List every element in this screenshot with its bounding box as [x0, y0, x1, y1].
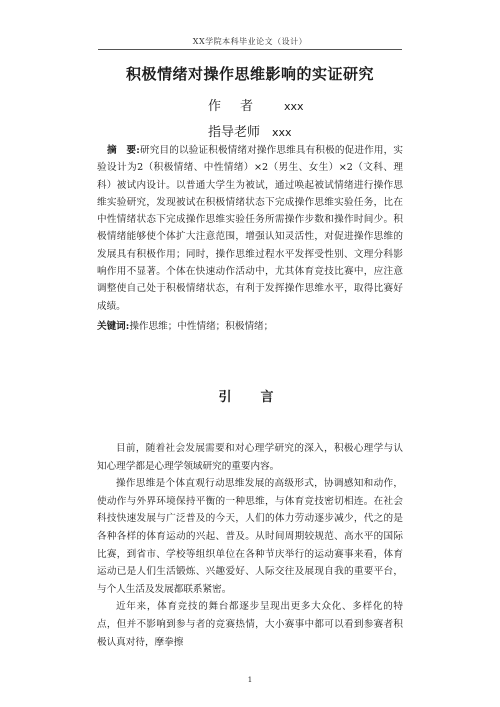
author-line — [208, 95, 304, 114]
body-paragraph: 目前，随着社会发展需要和对心理学研究的深入，积极心理学与认知心理学都是心理学领域研究的重要内容。 — [97, 443, 403, 472]
running-header: XX学院本科毕业论文（设计） — [192, 37, 308, 46]
keywords-text: 操作思维；中性情绪；积极情绪； — [129, 321, 274, 332]
author-name: xxx — [284, 100, 304, 113]
abstract-label: 摘 要: — [107, 145, 140, 156]
keywords — [97, 318, 403, 335]
body-paragraph: 操作思维是个体直观行动思维发展的高级形式，协调感知和动作，使动作与外界环境保持平衡的一种思维，与体育竞技密切相连。在社会科技快速发展与广泛普及的今天，人们的体力劳动逐步减少，代之的是各种各样的体育运动的兴起、普及。从时间周期较规范、高水平的国际比赛，到省市、学校等组织单位在各种节庆举行的运动赛事来看，体育运动已是人们生活锻炼、兴趣爱好、人际交往及展现自我的重要平台，与个人生活及发展都联系紧密。 — [97, 478, 403, 595]
introduction-body — [97, 440, 403, 651]
paper-title: 积极情绪对操作思维影响的实证研究 — [125, 65, 374, 83]
header-divider — [98, 49, 402, 50]
advisor-name: xxx — [272, 126, 292, 139]
keywords-label: 关键词: — [97, 321, 130, 332]
abstract — [97, 142, 403, 315]
body-paragraph: 近年来，体育竞技的舞台都逐步呈现出更多大众化、多样化的特点，但并不影响到参与者的竞赛热情，大小赛事中都可以看到参赛者积极认真对待，摩拳擦 — [97, 601, 403, 648]
advisor-line — [208, 121, 292, 140]
section-title-introduction: 引 言 — [218, 390, 282, 405]
author-label: 作者 — [208, 99, 273, 114]
abstract-text: 研究目的以验证积极情绪对操作思维具有积极的促进作用，实验设计为2（积极情绪、中性情绪）×2（男生、女生）×2（文科、理科）被试内设计。以普通大学生为被试，通过唤起被试情绪进行操作思维实验研究，发现被试在积极情绪状态下完成操作思维实验任务，比在中性情绪状态下完成操作思维实验任务所需操作步数和操作时间少。积极情绪能够使个体扩大注意范围，增强认知灵活性，对促进操作思维的发展具有积极作用；同时，操作思维过程水平发挥受性别、文理分科影响作用不显著。个体在快速动作活动中，尤其体育竞技比赛中，应注意调整使自己处于积极情绪状态，有利于发挥操作思维水平，取得比赛好成绩。 — [97, 145, 404, 312]
advisor-label: 指导老师 — [208, 125, 261, 140]
page-number: 1 — [247, 676, 253, 684]
